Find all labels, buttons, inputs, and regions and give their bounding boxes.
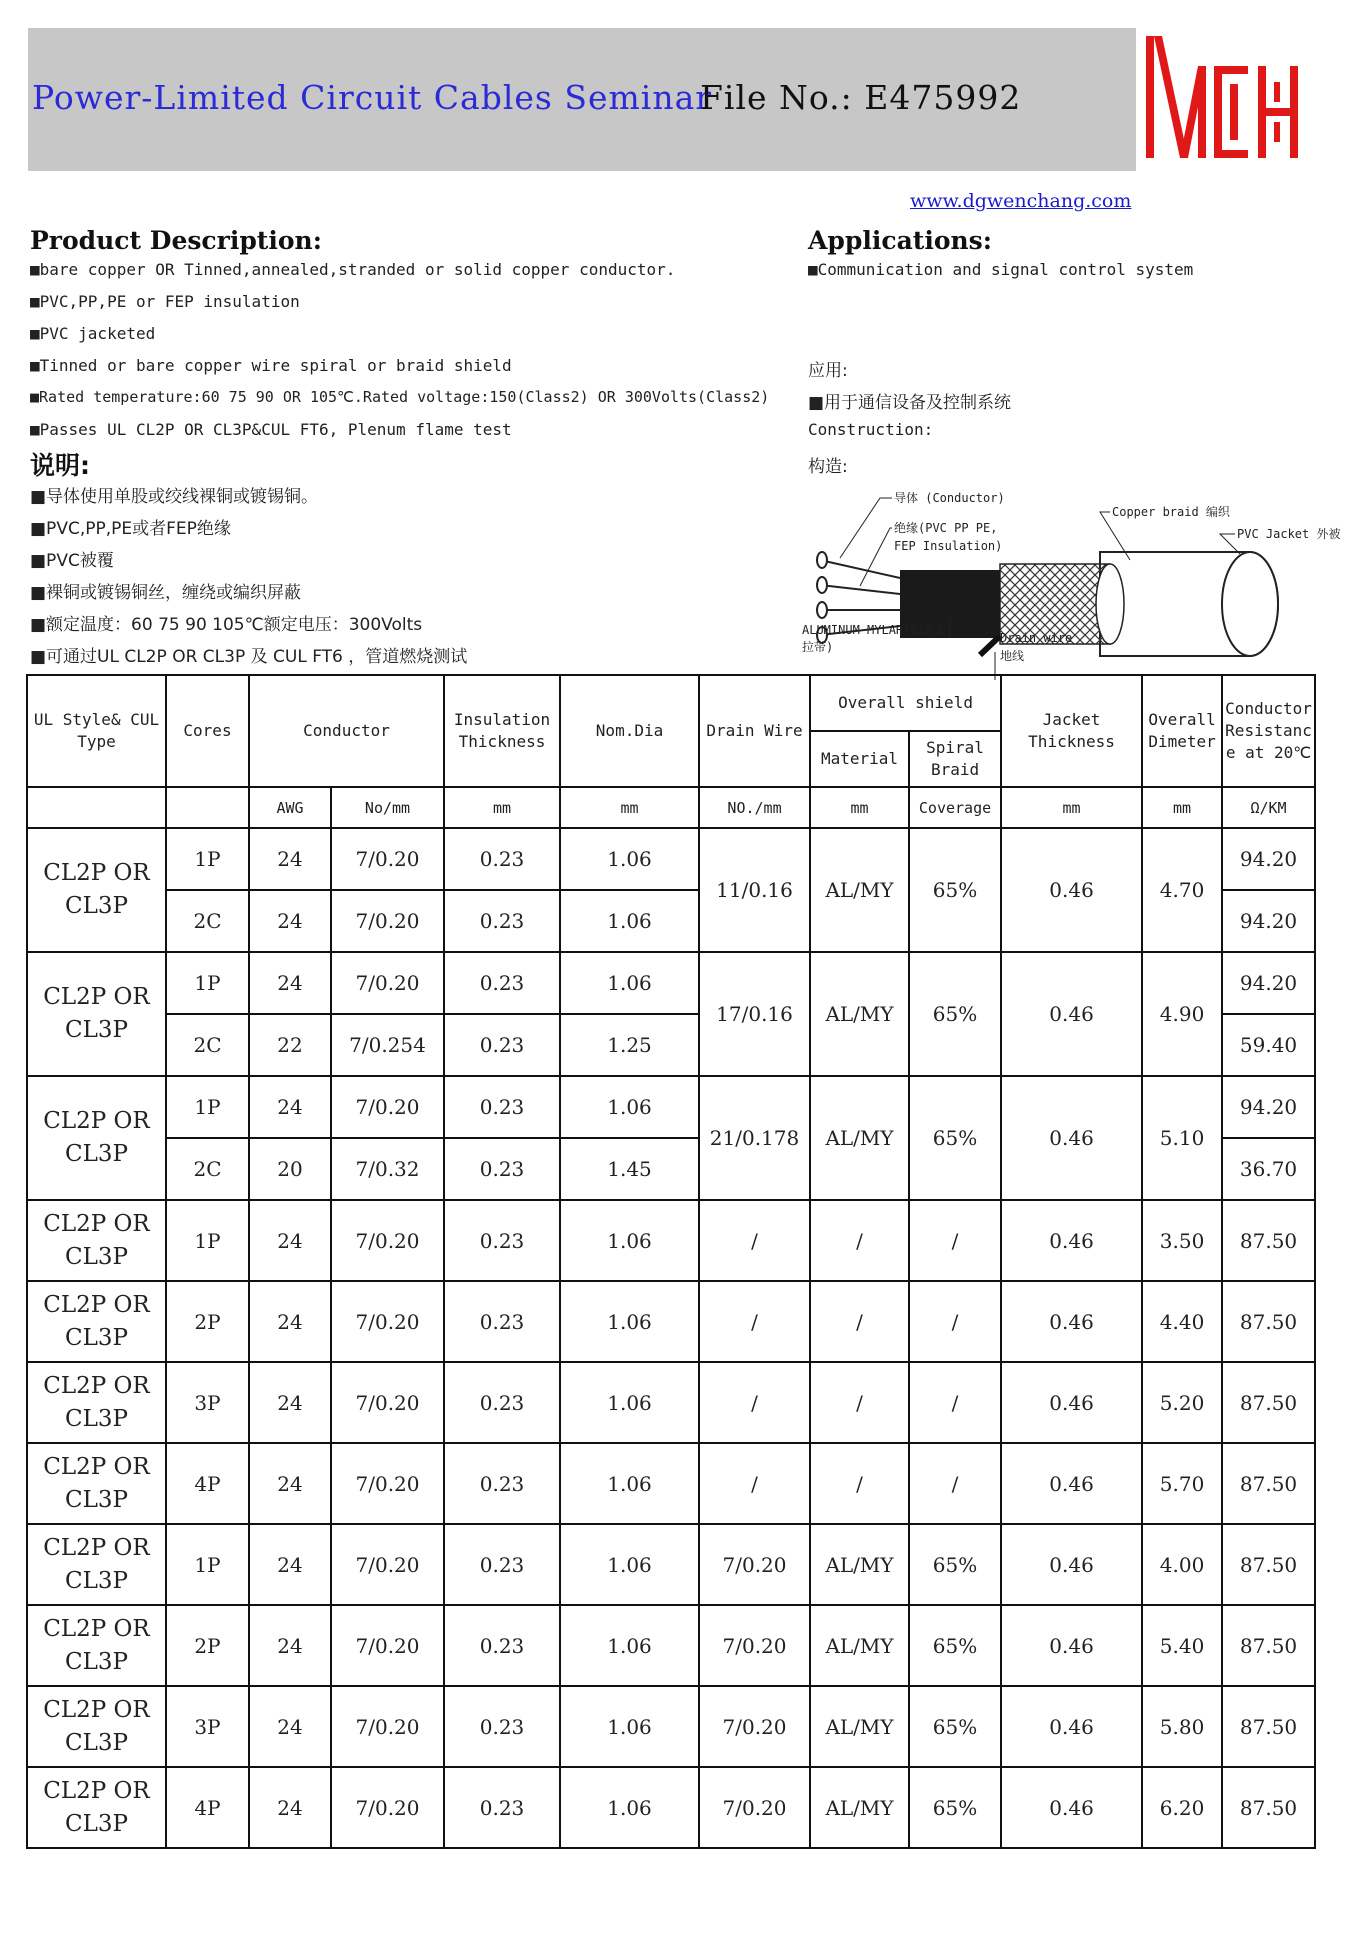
- label-insulation-1: 绝缘(PVC PP PE,: [894, 521, 998, 535]
- cell-ins: 0.23: [444, 1076, 560, 1138]
- cell-coverage: 65%: [909, 1686, 1001, 1767]
- cell-style: CL2P OR CL3P: [27, 1200, 166, 1281]
- cell-dia: 1.25: [560, 1014, 699, 1076]
- desc-item-4: ■Tinned or bare copper wire spiral or braid shield: [30, 356, 512, 375]
- header-insulation: Insulation Thickness: [444, 675, 560, 787]
- cell-awg: 24: [249, 1362, 331, 1443]
- cell-style: CL2P OR CL3P: [27, 1605, 166, 1686]
- cell-res: 87.50: [1222, 1200, 1315, 1281]
- unit-ins: mm: [444, 787, 560, 828]
- desc-zh-item-4: ■裸铜或镀锡铜丝，缠绕或编织屏蔽: [30, 583, 302, 603]
- desc-zh-item-3: ■PVC被覆: [30, 551, 114, 571]
- unit-awg: AWG: [249, 787, 331, 828]
- cell-material: AL/MY: [810, 1686, 909, 1767]
- cell-drain: 21/0.178: [699, 1076, 810, 1200]
- description-zh-heading: 说明:: [30, 451, 90, 480]
- product-description-heading: Product Description:: [30, 226, 322, 255]
- cell-cores: 4P: [166, 1443, 249, 1524]
- header-jacket: Jacket Thickness: [1001, 675, 1142, 787]
- cell-material: /: [810, 1362, 909, 1443]
- table-row: [27, 1443, 1315, 1524]
- label-copper-braid: Copper braid 编织: [1112, 505, 1230, 519]
- desc-zh-item-6: ■可通过UL CL2P OR CL3P 及 CUL FT6 ，管道燃烧测试: [30, 647, 468, 667]
- cell-dia: 1.45: [560, 1138, 699, 1200]
- table-row: [27, 1200, 1315, 1281]
- cell-drain: 7/0.20: [699, 1686, 810, 1767]
- cell-awg: 24: [249, 1605, 331, 1686]
- header-style: UL Style& CUL Type: [27, 675, 166, 787]
- unit-od: mm: [1142, 787, 1222, 828]
- cell-jacket: 0.46: [1001, 952, 1142, 1076]
- cell-res: 94.20: [1222, 1076, 1315, 1138]
- cell-cores: 3P: [166, 1362, 249, 1443]
- cell-od: 4.40: [1142, 1281, 1222, 1362]
- cell-material: AL/MY: [810, 1524, 909, 1605]
- cell-material: AL/MY: [810, 1076, 909, 1200]
- cell-nomm: 7/0.20: [331, 1686, 444, 1767]
- label-insulation-2: FEP Insulation): [894, 539, 1003, 553]
- unit-dia: mm: [560, 787, 699, 828]
- cell-material: AL/MY: [810, 952, 909, 1076]
- cell-nomm: 7/0.20: [331, 1443, 444, 1524]
- spec-table: [26, 674, 1316, 1849]
- cell-jacket: 0.46: [1001, 1524, 1142, 1605]
- table-row: [27, 828, 1315, 890]
- cell-coverage: 65%: [909, 952, 1001, 1076]
- header-nomdia: Nom.Dia: [560, 675, 699, 787]
- cell-style: CL2P OR CL3P: [27, 952, 166, 1076]
- cable-construction-diagram: [800, 490, 1341, 670]
- cell-awg: 24: [249, 1686, 331, 1767]
- cell-awg: 24: [249, 1524, 331, 1605]
- cell-ins: 0.23: [444, 1362, 560, 1443]
- cell-style: CL2P OR CL3P: [27, 828, 166, 952]
- cell-drain: 7/0.20: [699, 1605, 810, 1686]
- cell-ins: 0.23: [444, 1767, 560, 1848]
- header-overall-shield: Overall shield: [810, 675, 1001, 731]
- cell-material: AL/MY: [810, 1767, 909, 1848]
- cell-awg: 24: [249, 1200, 331, 1281]
- desc-zh-item-5: ■额定温度：60 75 90 105℃额定电压：300Volts: [30, 615, 423, 635]
- cell-ins: 0.23: [444, 828, 560, 890]
- cell-od: 6.20: [1142, 1767, 1222, 1848]
- cell-res: 87.50: [1222, 1362, 1315, 1443]
- cell-res: 94.20: [1222, 890, 1315, 952]
- applications-item: ■Communication and signal control system: [808, 260, 1194, 279]
- cell-cores: 2P: [166, 1605, 249, 1686]
- applications-zh-heading: 应用:: [808, 361, 848, 381]
- cell-od: 5.20: [1142, 1362, 1222, 1443]
- unit-material: mm: [810, 787, 909, 828]
- unit-res: Ω/KM: [1222, 787, 1315, 828]
- cell-coverage: /: [909, 1362, 1001, 1443]
- cell-style: CL2P OR CL3P: [27, 1362, 166, 1443]
- table-row: [27, 952, 1315, 1014]
- cell-cores: 2P: [166, 1281, 249, 1362]
- cell-style: CL2P OR CL3P: [27, 1076, 166, 1200]
- label-pvc-jacket: PVC Jacket 外被: [1237, 527, 1341, 541]
- cell-material: AL/MY: [810, 1605, 909, 1686]
- cell-jacket: 0.46: [1001, 828, 1142, 952]
- cell-coverage: 65%: [909, 1524, 1001, 1605]
- label-conductor: 导体 (Conductor): [894, 491, 1005, 505]
- cell-nomm: 7/0.20: [331, 1200, 444, 1281]
- header-conductor: Conductor: [249, 675, 444, 787]
- cell-ins: 0.23: [444, 952, 560, 1014]
- label-drain-2: 地线: [1000, 649, 1025, 663]
- cell-cores: 2C: [166, 1138, 249, 1200]
- cell-drain: 7/0.20: [699, 1524, 810, 1605]
- cell-nomm: 7/0.20: [331, 890, 444, 952]
- cell-nomm: 7/0.20: [331, 1076, 444, 1138]
- cell-drain: 17/0.16: [699, 952, 810, 1076]
- desc-item-5: ■Rated temperature:60 75 90 OR 105℃.Rated voltage:150(Class2) OR 300Volts(Class2): [30, 388, 770, 406]
- company-logo-icon: [1140, 26, 1316, 171]
- cell-nomm: 7/0.20: [331, 1362, 444, 1443]
- cell-dia: 1.06: [560, 890, 699, 952]
- unit-coverage: Coverage: [909, 787, 1001, 828]
- cell-dia: 1.06: [560, 1605, 699, 1686]
- cell-cores: 1P: [166, 952, 249, 1014]
- cell-res: 87.50: [1222, 1686, 1315, 1767]
- cell-res: 59.40: [1222, 1014, 1315, 1076]
- cell-jacket: 0.46: [1001, 1281, 1142, 1362]
- table-row: [27, 1076, 1315, 1138]
- cell-dia: 1.06: [560, 1443, 699, 1524]
- applications-heading: Applications:: [808, 226, 992, 255]
- cell-ins: 0.23: [444, 1281, 560, 1362]
- label-drain-1: Drain wire: [1000, 631, 1073, 645]
- cell-res: 87.50: [1222, 1281, 1315, 1362]
- file-number: File No.: E475992: [700, 78, 1022, 117]
- header-drain: Drain Wire: [699, 675, 810, 787]
- desc-zh-item-1: ■导体使用单股或绞线裸铜或镀锡铜。: [30, 487, 319, 507]
- header-resistance: Conductor Resistance at 20℃: [1222, 675, 1315, 787]
- cell-ins: 0.23: [444, 890, 560, 952]
- cell-dia: 1.06: [560, 1524, 699, 1605]
- cell-coverage: 65%: [909, 1076, 1001, 1200]
- cell-jacket: 0.46: [1001, 1767, 1142, 1848]
- cell-res: 87.50: [1222, 1767, 1315, 1848]
- cell-res: 94.20: [1222, 952, 1315, 1014]
- cell-dia: 1.06: [560, 1767, 699, 1848]
- cell-dia: 1.06: [560, 1200, 699, 1281]
- cell-res: 87.50: [1222, 1605, 1315, 1686]
- table-row: [27, 1605, 1315, 1686]
- cell-od: 4.90: [1142, 952, 1222, 1076]
- cell-nomm: 7/0.20: [331, 828, 444, 890]
- unit-drain: NO./mm: [699, 787, 810, 828]
- unit-jacket: mm: [1001, 787, 1142, 828]
- cell-nomm: 7/0.32: [331, 1138, 444, 1200]
- cell-coverage: 65%: [909, 1605, 1001, 1686]
- cell-drain: 11/0.16: [699, 828, 810, 952]
- table-row: [27, 1524, 1315, 1605]
- page-title: Power-Limited Circuit Cables Seminar: [32, 78, 713, 117]
- cell-cores: 1P: [166, 828, 249, 890]
- desc-zh-item-2: ■PVC,PP,PE或者FEP绝缘: [30, 519, 231, 539]
- cell-coverage: /: [909, 1200, 1001, 1281]
- table-row: [27, 1281, 1315, 1362]
- label-mylar-2: 拉带): [802, 640, 834, 654]
- cell-cores: 1P: [166, 1200, 249, 1281]
- cell-jacket: 0.46: [1001, 1076, 1142, 1200]
- cell-style: CL2P OR CL3P: [27, 1767, 166, 1848]
- cell-drain: /: [699, 1200, 810, 1281]
- header-material: Material: [810, 731, 909, 787]
- cell-res: 87.50: [1222, 1524, 1315, 1605]
- cell-dia: 1.06: [560, 1281, 699, 1362]
- website-link[interactable]: www.dgwenchang.com: [910, 190, 1132, 212]
- cell-coverage: /: [909, 1281, 1001, 1362]
- cell-dia: 1.06: [560, 1686, 699, 1767]
- cell-dia: 1.06: [560, 1362, 699, 1443]
- cell-nomm: 7/0.20: [331, 1767, 444, 1848]
- cell-style: CL2P OR CL3P: [27, 1281, 166, 1362]
- cell-awg: 24: [249, 1767, 331, 1848]
- cell-drain: 7/0.20: [699, 1767, 810, 1848]
- cell-cores: 3P: [166, 1686, 249, 1767]
- cell-material: /: [810, 1200, 909, 1281]
- cell-ins: 0.23: [444, 1200, 560, 1281]
- cell-style: CL2P OR CL3P: [27, 1686, 166, 1767]
- cell-ins: 0.23: [444, 1014, 560, 1076]
- cell-drain: /: [699, 1443, 810, 1524]
- cell-awg: 24: [249, 1281, 331, 1362]
- cell-material: /: [810, 1281, 909, 1362]
- header-spiral: Spiral Braid: [909, 731, 1001, 787]
- cell-od: 4.00: [1142, 1524, 1222, 1605]
- cell-ins: 0.23: [444, 1443, 560, 1524]
- cell-cores: 1P: [166, 1076, 249, 1138]
- cell-nomm: 7/0.20: [331, 1524, 444, 1605]
- cell-nomm: 7/0.254: [331, 1014, 444, 1076]
- cell-ins: 0.23: [444, 1605, 560, 1686]
- cell-coverage: /: [909, 1443, 1001, 1524]
- unit-style: [27, 787, 166, 828]
- cell-od: 5.40: [1142, 1605, 1222, 1686]
- cell-od: 5.80: [1142, 1686, 1222, 1767]
- desc-item-3: ■PVC jacketed: [30, 324, 156, 343]
- cell-res: 87.50: [1222, 1443, 1315, 1524]
- cell-jacket: 0.46: [1001, 1200, 1142, 1281]
- cell-ins: 0.23: [444, 1524, 560, 1605]
- cell-od: 5.10: [1142, 1076, 1222, 1200]
- cell-od: 4.70: [1142, 828, 1222, 952]
- cell-coverage: 65%: [909, 1767, 1001, 1848]
- cell-cores: 1P: [166, 1524, 249, 1605]
- cell-material: AL/MY: [810, 828, 909, 952]
- cell-ins: 0.23: [444, 1686, 560, 1767]
- cell-cores: 2C: [166, 1014, 249, 1076]
- desc-item-2: ■PVC,PP,PE or FEP insulation: [30, 292, 300, 311]
- cell-od: 3.50: [1142, 1200, 1222, 1281]
- cell-coverage: 65%: [909, 828, 1001, 952]
- construction-label: Construction:: [808, 420, 934, 439]
- cell-res: 94.20: [1222, 828, 1315, 890]
- cell-awg: 24: [249, 1443, 331, 1524]
- cell-nomm: 7/0.20: [331, 1605, 444, 1686]
- table-row: [27, 1686, 1315, 1767]
- cell-awg: 22: [249, 1014, 331, 1076]
- cell-jacket: 0.46: [1001, 1443, 1142, 1524]
- header-cores: Cores: [166, 675, 249, 787]
- cell-dia: 1.06: [560, 1076, 699, 1138]
- unit-nomm: No/mm: [331, 787, 444, 828]
- desc-item-1: ■bare copper OR Tinned,annealed,stranded or solid copper conductor.: [30, 260, 676, 279]
- cell-awg: 20: [249, 1138, 331, 1200]
- cell-jacket: 0.46: [1001, 1605, 1142, 1686]
- applications-zh-item: ■用于通信设备及控制系统: [808, 393, 1012, 413]
- cell-ins: 0.23: [444, 1138, 560, 1200]
- table-row: [27, 1362, 1315, 1443]
- cell-style: CL2P OR CL3P: [27, 1524, 166, 1605]
- cell-nomm: 7/0.20: [331, 1281, 444, 1362]
- cell-style: CL2P OR CL3P: [27, 1443, 166, 1524]
- cell-drain: /: [699, 1281, 810, 1362]
- cell-nomm: 7/0.20: [331, 952, 444, 1014]
- construction-zh-label: 构造:: [808, 457, 848, 477]
- desc-item-6: ■Passes UL CL2P OR CL3P&CUL FT6, Plenum flame test: [30, 420, 512, 439]
- cell-od: 5.70: [1142, 1443, 1222, 1524]
- cell-res: 36.70: [1222, 1138, 1315, 1200]
- cell-awg: 24: [249, 890, 331, 952]
- cell-awg: 24: [249, 1076, 331, 1138]
- cell-awg: 24: [249, 828, 331, 890]
- cell-dia: 1.06: [560, 828, 699, 890]
- cell-jacket: 0.46: [1001, 1362, 1142, 1443]
- unit-cores: [166, 787, 249, 828]
- cell-drain: /: [699, 1362, 810, 1443]
- cell-jacket: 0.46: [1001, 1686, 1142, 1767]
- cell-awg: 24: [249, 952, 331, 1014]
- cell-cores: 4P: [166, 1767, 249, 1848]
- cell-cores: 2C: [166, 890, 249, 952]
- label-mylar-1: ALUMINUM MYLAR(铝箔麦: [802, 623, 947, 637]
- header-overall-dia: Overall Dimeter: [1142, 675, 1222, 787]
- cell-dia: 1.06: [560, 952, 699, 1014]
- cell-material: /: [810, 1443, 909, 1524]
- table-row: [27, 1767, 1315, 1848]
